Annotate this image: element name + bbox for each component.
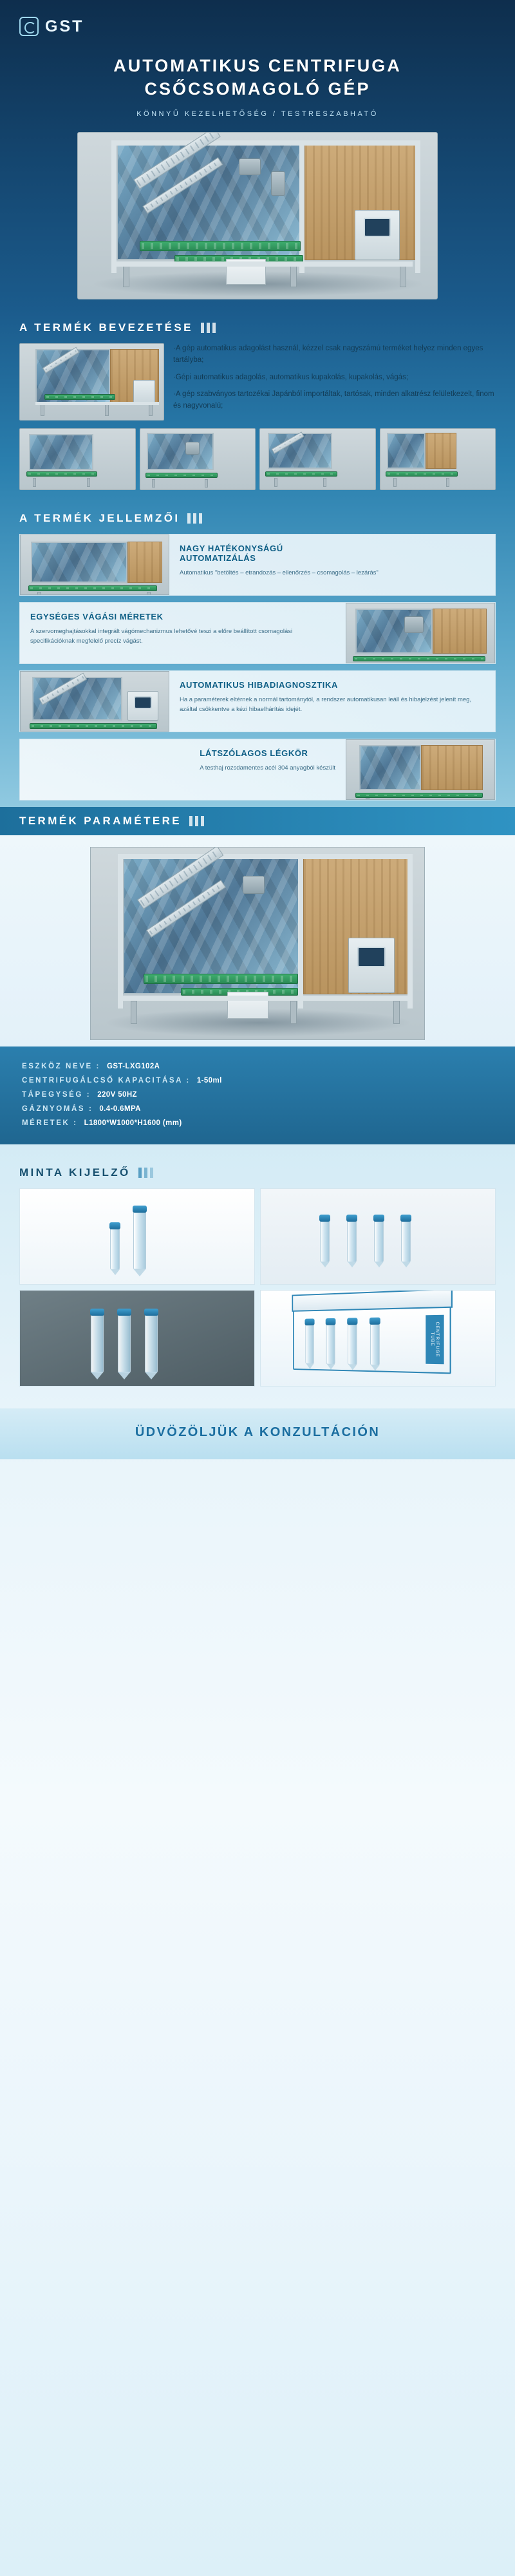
page-title — [26, 54, 489, 101]
feature-diagnostics-image — [20, 671, 169, 732]
feature-cutting-image — [346, 603, 495, 663]
param-key: ESZKÖZ NEVE : — [22, 1062, 100, 1070]
params-section-heading — [19, 815, 496, 828]
table-row — [22, 1102, 493, 1116]
feature-card — [19, 534, 496, 596]
feature-card — [19, 602, 496, 664]
minta-ket-centrifugacso — [19, 1188, 255, 1285]
minta-csomagolt-doboz — [260, 1290, 496, 1387]
feature-title-line-2: AUTOMATIZÁLÁS — [180, 553, 256, 563]
params-machine-image-wrap — [0, 835, 515, 1046]
intro-content — [0, 343, 515, 421]
gst-circle-logo-icon — [19, 17, 39, 36]
param-key: CENTRIFUGÁLCSŐ KAPACITÁSA : — [22, 1076, 191, 1084]
table-row — [22, 1059, 493, 1074]
minta-negy-centrifugacso-blisztercsomagolas — [260, 1188, 496, 1285]
table-row — [22, 1074, 493, 1088]
footer-cta-text: ÜDVÖZÖLJÜK A KONZULTÁCIÓN — [135, 1425, 380, 1439]
feature-text: A szervomeghajtásokkal integrált vágómechanizmus lehetővé teszi a előre beállított csomagolási specifikációknak megfelelő precíz vágást. — [30, 627, 293, 645]
intro-bullet-3: ·A gép szabványos tartozékai Japánból importáltak, tartósak, minden alkatrész felületkezelt, finom és nagyvonalú; — [173, 390, 494, 410]
feature-text: Automatikus "betöltés – etrandozás – ellenőrzés – csomagolás – lezárás" — [180, 569, 379, 576]
list-item — [380, 428, 496, 490]
table-row — [22, 1116, 493, 1130]
minta-harom-centrifugacso-szurke-hatter — [19, 1290, 255, 1387]
brand-header — [0, 0, 515, 43]
package-label-text: CENTRIFUGE TUBE — [426, 1315, 444, 1365]
intro-heading-text: A TERMÉK BEVEZETÉSE — [19, 321, 193, 334]
hero-machine-image — [77, 132, 438, 299]
list-item — [19, 428, 136, 490]
hero-block — [0, 43, 515, 122]
list-item — [140, 428, 256, 490]
feature-title: LÁTSZÓLAGOS LÉGKÖR — [200, 748, 308, 758]
feature-automation-image — [20, 535, 169, 595]
param-value: GST-LXG102A — [106, 1062, 160, 1070]
params-heading-text: TERMÉK PARAMÉTERE — [19, 814, 182, 827]
param-value: L1800*W1000*H1600 (mm) — [84, 1119, 182, 1127]
intro-bullets — [173, 343, 496, 418]
feature-card — [19, 670, 496, 732]
list-item — [259, 428, 376, 490]
feature-stainless-image — [346, 739, 495, 800]
intro-bullet-2: ·Gépi automatikus adagolás, automatikus kupakolás, kupakolás, vágás; — [173, 373, 409, 381]
params-section-banner — [0, 807, 515, 835]
heading-bars-icon — [187, 513, 202, 524]
features-heading-text: A TERMÉK JELLEMZŐI — [19, 511, 180, 524]
parameters-table — [0, 1046, 515, 1144]
param-key: GÁZNYOMÁS : — [22, 1104, 93, 1113]
page-title-line-1: AUTOMATIKUS CENTRIFUGA — [113, 56, 402, 75]
feature-text: A testhaj rozsdamentes acél 304 anyagból készült — [200, 764, 335, 772]
heading-bars-icon — [201, 323, 216, 333]
page-title-line-2: CSŐCSOMAGOLÓ GÉP — [144, 79, 371, 99]
param-key: MÉRETEK : — [22, 1119, 78, 1127]
param-value: 220V 50HZ — [97, 1090, 137, 1099]
hero-subtitle: KÖNNYŰ KEZELHETŐSÉG / TESTRESZABHATÓ — [136, 109, 379, 118]
intro-bullet-1: ·A gép automatikus adagolást használ, kézzel csak nagyszámú terméket helyez minden egyes tartályba; — [173, 344, 483, 364]
params-machine-image — [90, 847, 425, 1040]
feature-title: EGYSÉGES VÁGÁSI MÉRETEK — [30, 611, 164, 621]
feature-text: Ha a paraméterek eltérnek a normál tartománytól, a rendszer automatikusan leáll és hibajelzést jelenít meg, azáltal csökkentve a kézi hibaelhárítás idejét. — [180, 696, 472, 714]
samples-heading-text: MINTA KIJELZŐ — [19, 1166, 131, 1179]
param-value: 1-50ml — [196, 1076, 222, 1084]
feature-title-line-1: NAGY HATÉKONYSÁGÚ — [180, 543, 283, 553]
heading-bars-icon — [189, 816, 204, 826]
heading-bars-icon — [138, 1168, 153, 1178]
param-key: TÁPEGYSÉG : — [22, 1090, 91, 1099]
features-section-heading — [0, 512, 515, 525]
samples-grid — [0, 1188, 515, 1387]
brand-name: GST — [45, 17, 84, 35]
feature-card — [19, 739, 496, 800]
feature-title: AUTOMATIKUS HIBADIAGNOSZTIKA — [180, 679, 338, 690]
param-value: 0.4-0.6MPA — [99, 1104, 141, 1113]
intro-machine-image — [19, 343, 164, 421]
intro-section-heading — [0, 321, 515, 334]
table-row — [22, 1088, 493, 1102]
footer-cta — [0, 1408, 515, 1459]
feature-title — [180, 544, 379, 563]
samples-section-heading — [0, 1166, 515, 1179]
intro-thumbnail-row — [0, 421, 515, 490]
